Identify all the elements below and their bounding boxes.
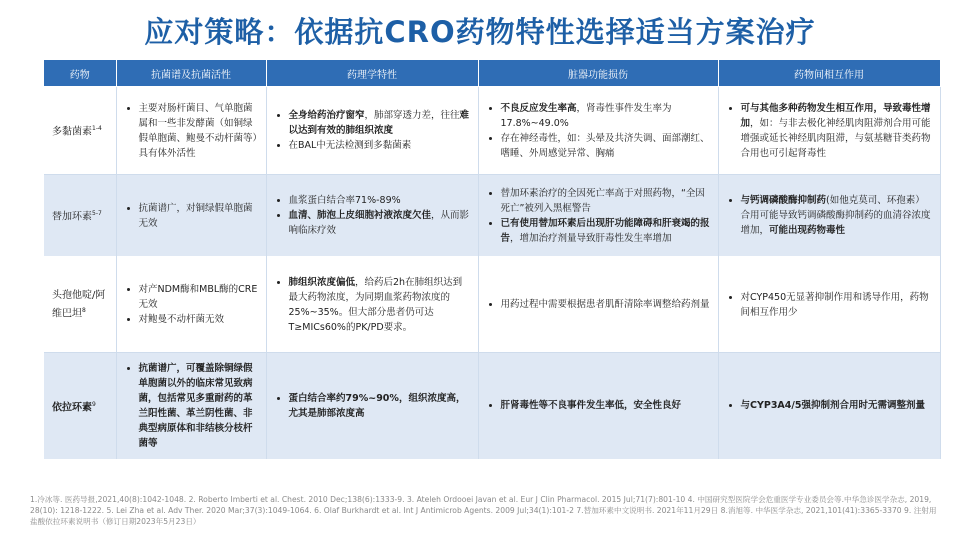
bullet-item — [289, 275, 472, 335]
bold-text: 可能出现药物毒性 — [769, 225, 846, 236]
bold-text: 不良反应发生率高 — [500, 102, 577, 114]
table-row — [44, 87, 940, 175]
interact-cell — [718, 87, 940, 175]
organ-cell — [478, 175, 718, 257]
organ-cell — [478, 257, 718, 353]
interact-cell — [718, 257, 940, 353]
text: 用药过程中需要根据患者肌酐清除率调整给药剂量 — [500, 299, 710, 310]
header-interactions: 药物间相互作用 — [718, 60, 940, 87]
bullet-item — [501, 186, 712, 216]
interact-cell — [718, 175, 940, 257]
text: 在BAL中无法检测到多黏菌素 — [288, 140, 412, 151]
bullet-item — [289, 193, 472, 208]
header-drug: 药物 — [44, 60, 116, 87]
interact-cell — [718, 353, 940, 459]
bullet-item — [139, 101, 260, 161]
bold-text: 肝肾毒性等不良事件发生率低，安全性良好 — [500, 400, 682, 412]
text: ，从而影响临床疗效 — [288, 210, 470, 236]
text: ，给药后2h在肺组织达到最大药物浓度，为同期血浆药物浓度的25%~35%。但大部分患者仍可达T≥MICs60%的PK/PD要求。 — [288, 276, 463, 333]
bold-text: 肺组织浓度偏低 — [288, 276, 356, 288]
drug-name: 依拉环素 — [52, 401, 92, 413]
reference-superscript: 9 — [92, 400, 96, 408]
bullet-list — [485, 398, 712, 413]
spectrum-cell — [116, 257, 266, 353]
text: (如他克莫司、环孢素）合用可能导致钙调磷酸酶抑制药的血清谷浓度增加， — [740, 195, 931, 236]
drug-name-cell — [44, 353, 116, 459]
bullet-list — [485, 297, 712, 312]
drug-name-cell — [44, 175, 116, 257]
pharm-cell — [266, 353, 478, 459]
bold-text: 与CYP3A4/5强抑制剂合用时无需调整剂量 — [740, 400, 925, 412]
drug-name: 替加环素 — [52, 211, 92, 223]
drug-name-cell — [44, 87, 116, 175]
text: ，肾毒性事件发生率为17.8%~49.0% — [500, 102, 672, 129]
bold-text: 与钙调磷酸酶抑制药 — [740, 195, 827, 206]
bullet-item — [139, 282, 260, 312]
spectrum-cell — [116, 175, 266, 257]
bullet-item — [741, 290, 934, 320]
bullet-list — [123, 361, 260, 451]
bullet-list — [273, 275, 472, 335]
spectrum-cell — [116, 87, 266, 175]
drug-name: 头孢他啶/阿维巴坦 — [52, 289, 106, 320]
spectrum-cell — [116, 353, 266, 459]
bullet-item — [741, 101, 934, 161]
bold-text: 全身给药治疗窗窄 — [288, 110, 365, 121]
text: ，肺部穿透力差，往往 — [364, 110, 460, 121]
bullet-item — [139, 201, 260, 231]
bullet-item — [501, 216, 712, 246]
table-row — [44, 353, 940, 459]
organ-cell — [478, 87, 718, 175]
text: 对CYP450无显著抑制作用和诱导作用，药物间相互作用少 — [740, 291, 929, 318]
text: 主要对肠杆菌目、气单胞菌属和一些非发酵菌（如铜绿假单胞菌、鲍曼不动杆菌等）具有体外活性 — [138, 102, 258, 159]
reference-superscript: 5-7 — [92, 210, 102, 218]
text: 对产NDM酶和MBL酶的CRE无效 — [138, 284, 258, 310]
text: ，如：与非去极化神经肌肉阻滞剂合用可能增强或延长神经肌肉阻滞，与氨基糖苷类药物合用也可引起肾毒性 — [740, 117, 931, 159]
bullet-item — [139, 312, 260, 327]
pharm-cell — [266, 257, 478, 353]
bullet-list — [485, 186, 712, 246]
table-row — [44, 257, 940, 353]
bullet-item — [289, 208, 472, 238]
bullet-list — [273, 108, 472, 153]
bullet-list — [725, 193, 934, 238]
bullet-item — [289, 138, 472, 153]
page-title: 应对策略：依据抗CRO药物特性选择适当方案治疗 — [144, 15, 816, 49]
bullet-item — [501, 131, 712, 161]
bold-text: 已有使用替加环素后出现肝功能障碍和肝衰竭的报告 — [500, 217, 710, 244]
bullet-list — [123, 101, 260, 161]
text: 对鲍曼不动杆菌无效 — [138, 314, 225, 325]
text: 血浆蛋白结合率71%-89% — [288, 195, 401, 206]
bold-text: 抗菌谱广，可覆盖除铜绿假单胞菌以外的临床常见致病菌，包括常见多重耐药的革兰阳性菌、革兰阴性菌、非典型病原体和非结核分枝杆菌等 — [138, 362, 253, 449]
text: 抗菌谱广，对铜绿假单胞菌无效 — [138, 202, 253, 229]
drug-name: 多黏菌素 — [52, 126, 92, 138]
bullet-item — [501, 101, 712, 131]
bullet-item — [501, 398, 712, 413]
bullet-list — [273, 391, 472, 421]
reference-superscript: 8 — [82, 306, 86, 314]
bullet-item — [741, 193, 934, 238]
bullet-item — [139, 361, 260, 451]
bullet-list — [725, 398, 934, 413]
table-row — [44, 175, 940, 257]
reference-superscript: 1-4 — [92, 125, 102, 133]
bullet-list — [123, 282, 260, 327]
comparison-table — [44, 60, 941, 459]
text: ，增加治疗剂量导致肝毒性发生率增加 — [510, 232, 672, 244]
bullet-list — [485, 101, 712, 161]
bold-text: 血清、肺泡上皮细胞衬液浓度欠佳 — [288, 210, 432, 221]
organ-cell — [478, 353, 718, 459]
bullet-list — [123, 201, 260, 231]
bullet-item — [289, 108, 472, 138]
header-organ-damage: 脏器功能损伤 — [478, 60, 718, 87]
bullet-list — [725, 101, 934, 161]
pharm-cell — [266, 87, 478, 175]
table-header-row — [44, 60, 940, 87]
bold-text: 蛋白结合率约79%~90%，组织浓度高，尤其是肺部浓度高 — [288, 392, 466, 419]
pharm-cell — [266, 175, 478, 257]
bold-text: 难以达到有效的肺组织浓度 — [288, 110, 470, 136]
header-pharmacology: 药理学特性 — [266, 60, 478, 87]
bullet-item — [289, 391, 472, 421]
references: 1.冷冰等. 医药导报,2021,40(8):1042-1048. 2. Roberto Imberti et al. Chest. 2010 Dec;138(6):1333-9. 3. Ateleh Ordooei Javan et al. Eur J Clin Pharmacol. 2015 Jul;71(7):801-10 4. 中国研究型医院学会危重医学专业委员会等.中华急诊医学杂志, 2019, 28(10): 1218-1222. 5. Lei Zha et al. Adv Ther. 2020 Mar;37(3):1049-1064. 6. Olaf Burkhardt et al. Int J Antimicrob Agents. 2009 Jul;34(1):101-2 7.替加环素中文说明书. 2021年11月29日 8.消旭等. 中华医学杂志, 2021,101(41):3365-3370 9. 注射用盐酸依拉环素说明书（修订日期2023年5月23日） — [30, 495, 937, 526]
drug-name-cell — [44, 257, 116, 353]
bullet-item — [501, 297, 712, 312]
bullet-item — [741, 398, 934, 413]
bullet-list — [725, 290, 934, 320]
text: 替加环素治疗的全因死亡率高于对照药物，“全因死亡”被列入黑框警告 — [500, 187, 705, 214]
text: 存在神经毒性，如：头晕及共济失调、面部潮红、嗜睡、外周感觉异常、胸痛 — [500, 132, 710, 159]
bold-text: 可与其他多种药物发生相互作用，导致毒性增加 — [740, 102, 931, 129]
header-spectrum: 抗菌谱及抗菌活性 — [116, 60, 266, 87]
bullet-list — [273, 193, 472, 238]
